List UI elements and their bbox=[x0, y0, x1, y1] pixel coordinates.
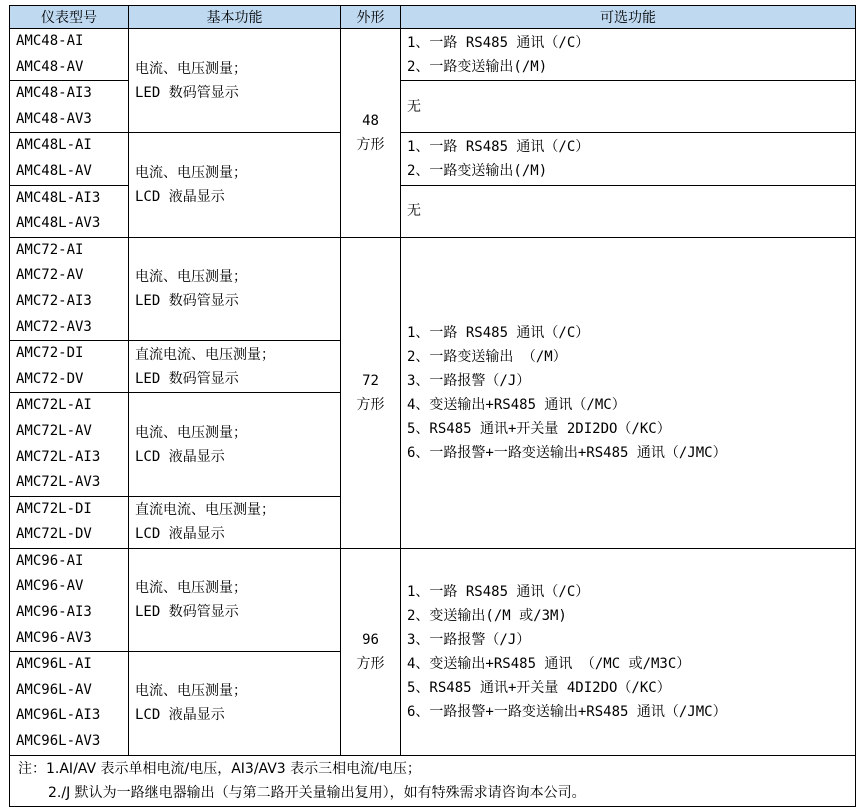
option-line: 2、一路变送输出(/M) bbox=[407, 162, 548, 179]
model-cell bbox=[10, 237, 129, 340]
notes-cell bbox=[10, 755, 856, 806]
function-cell bbox=[129, 496, 341, 548]
function-line: 电流、电压测量； bbox=[135, 165, 247, 182]
options-cell bbox=[401, 185, 856, 237]
option-line: 2、变送输出(/M 或/3M) bbox=[407, 607, 567, 624]
model-name: AMC48L-AV3 bbox=[16, 215, 101, 232]
model-cell bbox=[10, 393, 129, 496]
function-line: LED 数码管显示 bbox=[135, 292, 239, 309]
option-line: 2、一路变送输出 （/M） bbox=[407, 348, 567, 365]
model-name: AMC96-AI bbox=[16, 552, 84, 569]
option-line: 3、一路报警（/J） bbox=[407, 631, 531, 648]
model-name: AMC48L-AI bbox=[16, 137, 92, 154]
option-line: 4、变送输出+RS485 通讯 （/MC 或/M3C） bbox=[407, 655, 691, 672]
shape-cell bbox=[341, 548, 401, 755]
model-name: AMC48L-AV bbox=[16, 162, 92, 179]
model-name: AMC96L-AI bbox=[16, 656, 92, 673]
shape-size: 72 bbox=[362, 372, 379, 389]
shape-type: 方形 bbox=[356, 136, 385, 153]
function-line: LCD 液晶显示 bbox=[135, 448, 225, 465]
model-cell bbox=[10, 548, 129, 651]
model-cell bbox=[10, 341, 129, 393]
option-line: 6、一路报警+一路变送输出+RS485 通讯（/JMC） bbox=[407, 444, 727, 461]
model-name: AMC72-DV bbox=[16, 370, 84, 387]
model-name: AMC72L-DV bbox=[16, 526, 92, 543]
option-line: 无 bbox=[407, 203, 421, 220]
model-name: AMC96L-AV bbox=[16, 681, 92, 698]
function-cell bbox=[129, 548, 341, 651]
table-row bbox=[10, 133, 856, 185]
model-cell bbox=[10, 652, 129, 755]
note-line: 注：1.AI/AV 表示单相电流/电压，AI3/AV3 表示三相电流/电压； bbox=[18, 760, 421, 777]
function-line: 电流、电压测量； bbox=[135, 60, 247, 77]
option-line: 1、一路 RS485 通讯（/C） bbox=[407, 583, 590, 600]
model-name: AMC48L-AI3 bbox=[16, 189, 101, 206]
header-optional-function: 可选功能 bbox=[401, 6, 856, 29]
model-name: AMC72L-AI bbox=[16, 397, 92, 414]
model-name: AMC72-AI bbox=[16, 241, 84, 258]
option-line: 6、一路报警+一路变送输出+RS485 通讯（/JMC） bbox=[407, 703, 727, 720]
header-shape: 外形 bbox=[341, 6, 401, 29]
model-name: AMC72L-AV3 bbox=[16, 474, 101, 491]
function-cell bbox=[129, 133, 341, 237]
table-row bbox=[10, 237, 856, 340]
model-cell bbox=[10, 29, 129, 81]
table-row bbox=[10, 548, 856, 651]
table-row bbox=[10, 29, 856, 81]
function-line: LCD 液晶显示 bbox=[135, 189, 225, 206]
option-line: 无 bbox=[407, 98, 421, 115]
function-line: LED 数码管显示 bbox=[135, 370, 239, 387]
model-name: AMC72L-DI bbox=[16, 500, 92, 517]
model-name: AMC96-AI3 bbox=[16, 604, 92, 621]
function-cell bbox=[129, 652, 341, 755]
note-line: 2./J 默认为一路继电器输出（与第二路开关量输出复用），如有特殊需求请咨询本公司。 bbox=[48, 784, 586, 801]
model-name: AMC72-AI3 bbox=[16, 292, 92, 309]
function-line: LED 数码管显示 bbox=[135, 84, 239, 101]
option-line: 5、RS485 通讯+开关量 4DI2DO（/KC） bbox=[407, 679, 671, 696]
model-name: AMC72-DI bbox=[16, 345, 84, 362]
shape-type: 方形 bbox=[356, 396, 385, 413]
header-model: 仪表型号 bbox=[10, 6, 129, 29]
model-name: AMC48-AV bbox=[16, 58, 84, 75]
shape-size: 48 bbox=[362, 112, 379, 129]
options-cell bbox=[401, 548, 856, 755]
options-cell bbox=[401, 237, 856, 548]
function-line: 直流电流、电压测量； bbox=[135, 502, 275, 519]
header-row bbox=[10, 6, 856, 29]
model-name: AMC96L-AV3 bbox=[16, 733, 101, 750]
option-line: 4、变送输出+RS485 通讯（/MC） bbox=[407, 396, 626, 413]
model-name: AMC96-AV3 bbox=[16, 629, 92, 646]
function-line: 电流、电压测量； bbox=[135, 424, 247, 441]
function-line: LED 数码管显示 bbox=[135, 604, 239, 621]
function-cell bbox=[129, 393, 341, 496]
notes-row bbox=[10, 755, 856, 806]
options-cell bbox=[401, 29, 856, 81]
option-line: 5、RS485 通讯+开关量 2DI2DO（/KC） bbox=[407, 420, 671, 437]
model-cell bbox=[10, 496, 129, 548]
function-line: 直流电流、电压测量； bbox=[135, 346, 275, 363]
model-name: AMC72L-AI3 bbox=[16, 448, 101, 465]
function-line: LCD 液晶显示 bbox=[135, 526, 225, 543]
function-line: 电流、电压测量； bbox=[135, 268, 247, 285]
shape-cell bbox=[341, 237, 401, 548]
shape-type: 方形 bbox=[356, 655, 385, 672]
model-name: AMC72-AV bbox=[16, 267, 84, 284]
function-line: 电流、电压测量； bbox=[135, 683, 247, 700]
spec-table bbox=[9, 5, 856, 807]
model-name: AMC96-AV bbox=[16, 578, 84, 595]
spec-table-frame bbox=[9, 5, 855, 801]
options-cell bbox=[401, 133, 856, 185]
option-line: 2、一路变送输出(/M) bbox=[407, 58, 548, 75]
option-line: 1、一路 RS485 通讯（/C） bbox=[407, 138, 590, 155]
option-line: 1、一路 RS485 通讯（/C） bbox=[407, 324, 590, 341]
option-line: 3、一路报警（/J） bbox=[407, 372, 531, 389]
function-cell bbox=[129, 29, 341, 133]
model-cell bbox=[10, 185, 129, 237]
function-line: LCD 液晶显示 bbox=[135, 707, 225, 724]
model-cell bbox=[10, 81, 129, 133]
shape-cell bbox=[341, 29, 401, 238]
function-cell bbox=[129, 237, 341, 340]
model-name: AMC48-AV3 bbox=[16, 110, 92, 127]
function-line: 电流、电压测量； bbox=[135, 580, 247, 597]
shape-size: 96 bbox=[362, 631, 379, 648]
options-cell bbox=[401, 81, 856, 133]
model-name: AMC72-AV3 bbox=[16, 318, 92, 335]
model-name: AMC72L-AV bbox=[16, 422, 92, 439]
model-name: AMC48-AI3 bbox=[16, 85, 92, 102]
option-line: 1、一路 RS485 通讯（/C） bbox=[407, 34, 590, 51]
function-cell bbox=[129, 341, 341, 393]
header-basic-function: 基本功能 bbox=[129, 6, 341, 29]
model-name: AMC96L-AI3 bbox=[16, 707, 101, 724]
model-name: AMC48-AI bbox=[16, 33, 84, 49]
model-cell bbox=[10, 133, 129, 185]
